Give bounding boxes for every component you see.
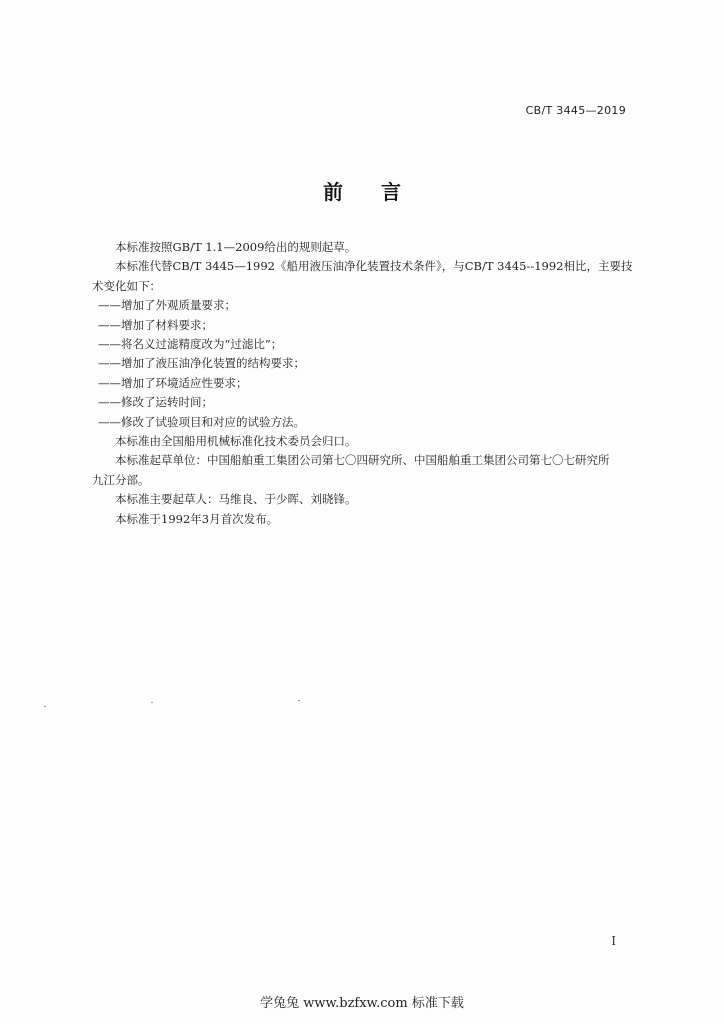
change-item: ——增加了环境适应性要求； xyxy=(98,375,248,390)
paragraph-drafting-units: 本标准起草单位：中国船舶重工集团公司第七〇四研究所、中国船舶重工集团公司第七〇七研究所 xyxy=(115,453,610,468)
paragraph-replacement-continued: 术变化如下： xyxy=(92,278,161,293)
page-number: I xyxy=(611,934,616,948)
paragraph-first-issue: 本标准于1992年3月首次发布。 xyxy=(115,511,279,526)
page-title: 前言 xyxy=(323,180,439,204)
change-item: ——修改了试验项目和对应的试验方法。 xyxy=(98,414,305,429)
change-item: ——增加了液压油净化装置的结构要求； xyxy=(98,356,305,371)
scan-speck xyxy=(151,702,153,703)
paragraph-drafting-rules: 本标准按照GB/T 1.1—2009给出的规则起草。 xyxy=(115,240,357,254)
standard-code: CB/T 3445—2019 xyxy=(525,104,626,117)
paragraph-drafting-units-continued: 九江分部。 xyxy=(92,472,150,487)
foreword-body xyxy=(92,238,632,529)
footer-watermark: 学兔兔 www.bzfxw.com 标准下载 xyxy=(260,996,464,1011)
change-item: ——将名义过滤精度改为“过滤比”； xyxy=(98,337,283,352)
scan-speck xyxy=(44,706,46,707)
paragraph-drafters: 本标准主要起草人：马维良、于少晖、刘晓锋。 xyxy=(115,492,357,507)
change-item: ——增加了材料要求； xyxy=(98,317,213,332)
paragraph-committee: 本标准由全国船用机械标准化技术委员会归口。 xyxy=(115,434,357,449)
scan-speck xyxy=(298,700,300,701)
change-item: ——修改了运转时间； xyxy=(98,395,213,410)
change-item: ——增加了外观质量要求； xyxy=(98,298,236,313)
paragraph-replacement: 本标准代替CB/T 3445—1992《船用液压油净化装置技术条件》，与CB/T 3445--1992相比，主要技 xyxy=(115,259,633,274)
